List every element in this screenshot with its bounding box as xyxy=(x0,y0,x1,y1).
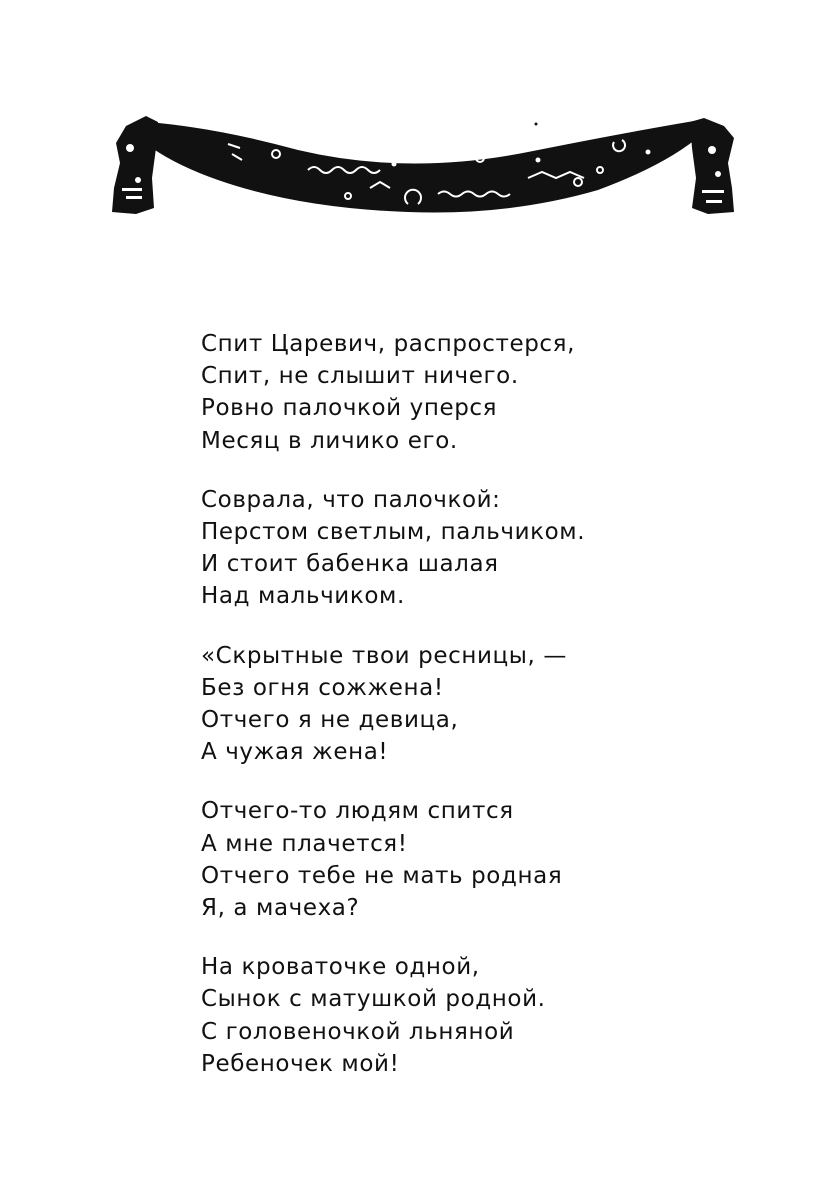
poem-line: Я, а мачеха? xyxy=(201,895,360,922)
draped-banner-icon xyxy=(108,108,738,223)
poem-line: Сынок с матушкой родной. xyxy=(201,986,546,1013)
poem-text xyxy=(201,328,761,1107)
poem-line: А мне плачется! xyxy=(201,830,408,857)
poem-line: Спит, не слышит ничего. xyxy=(201,363,519,390)
poem-line: Отчего я не девица, xyxy=(201,707,459,734)
poem-line: Ровно палочкой уперся xyxy=(201,395,498,422)
poem-line: Без огня сожжена! xyxy=(201,674,444,701)
poem-line: Отчего-то людям спится xyxy=(201,798,514,825)
poem-line: Месяц в личико его. xyxy=(201,427,458,454)
stanza-2 xyxy=(201,484,761,613)
poem-line: Спит Царевич, распростерся, xyxy=(201,331,576,357)
poem-line: На кроваточке одной, xyxy=(201,954,480,981)
poem-line: И стоит бабенка шалая xyxy=(201,551,499,578)
stanza-4 xyxy=(201,795,761,924)
stanza-3 xyxy=(201,640,761,769)
poem-line: А чужая жена! xyxy=(201,739,389,766)
stanza-5 xyxy=(201,951,761,1080)
poem-line: Соврала, что палочкой: xyxy=(201,486,501,513)
poem-line: Отчего тебе не мать родная xyxy=(201,862,563,889)
poem-line: Перстом светлым, пальчиком. xyxy=(201,519,586,546)
stanza-1 xyxy=(201,328,761,457)
poem-line: «Скрытные твои ресницы, — xyxy=(201,642,567,669)
poem-line: С головеночкой льняной xyxy=(201,1018,515,1045)
poem-line: Ребеночек мой! xyxy=(201,1050,400,1077)
poem-line: Над мальчиком. xyxy=(201,583,405,610)
